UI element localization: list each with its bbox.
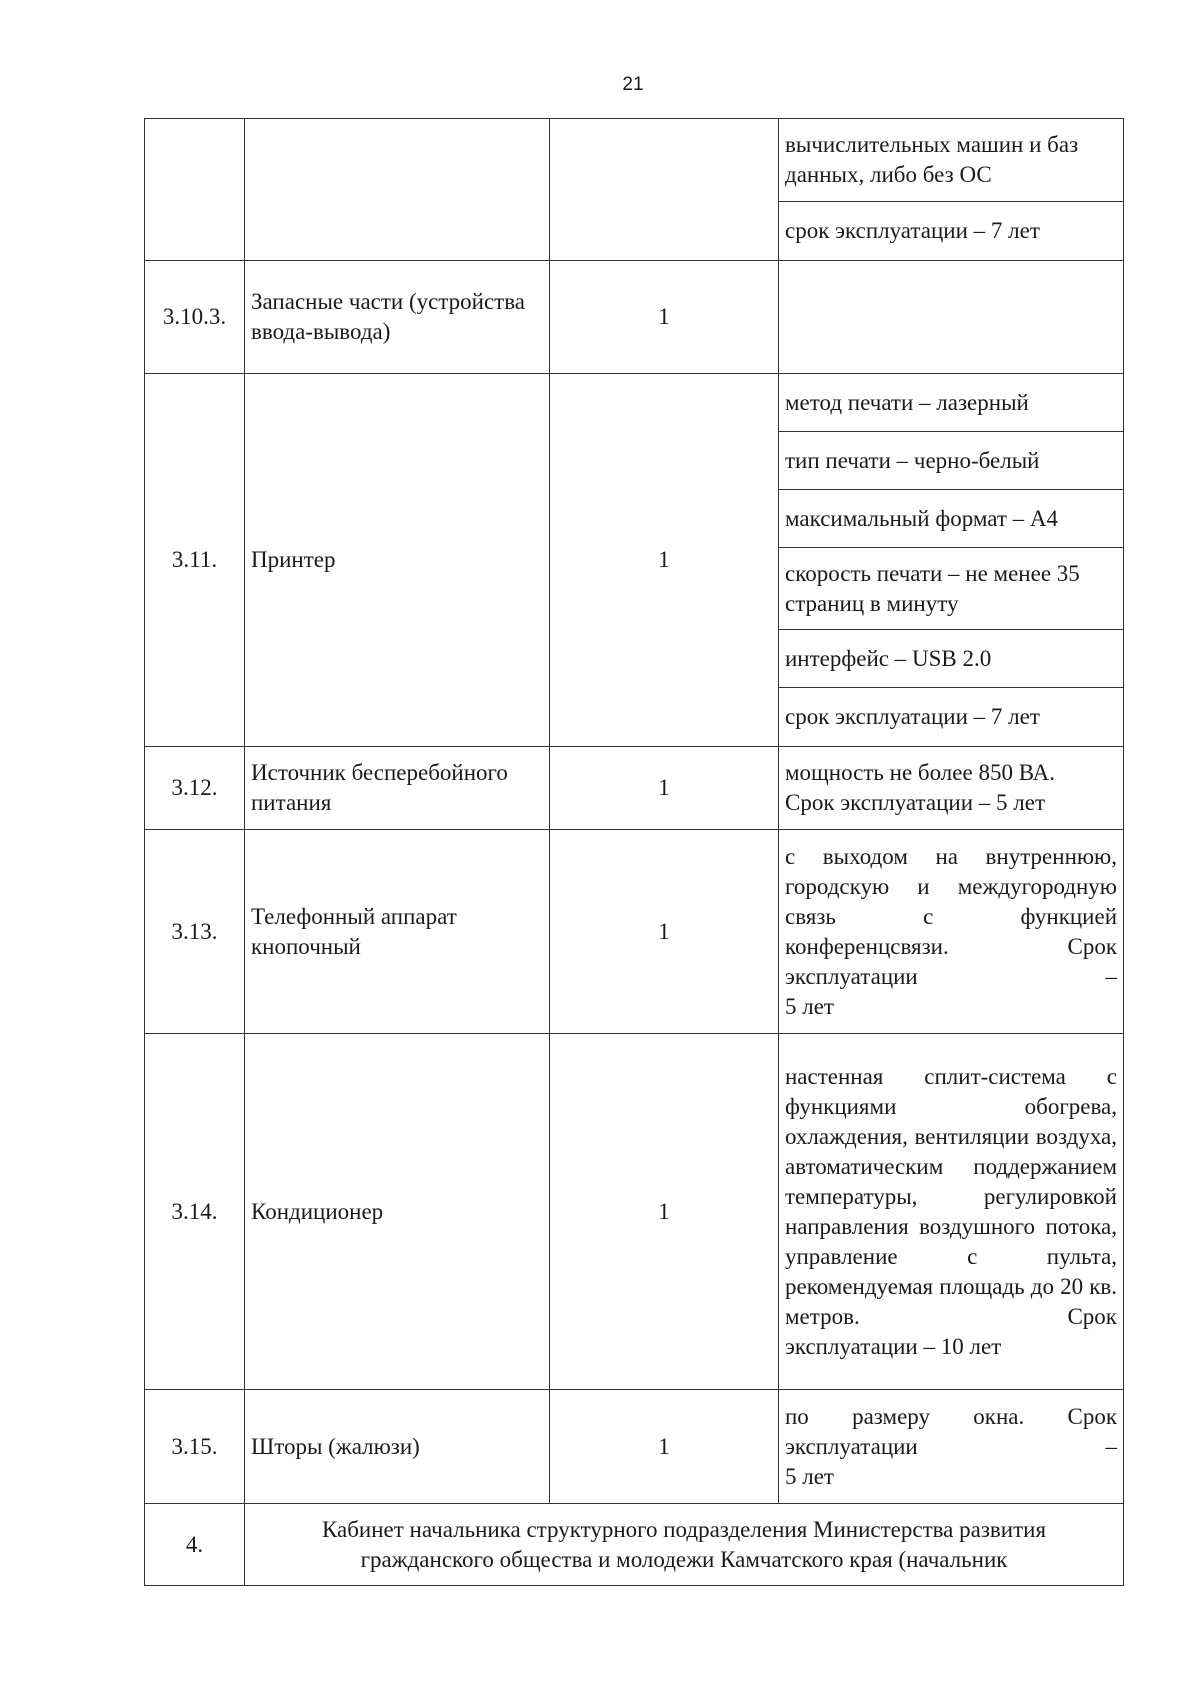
quantity-cell: 1 xyxy=(550,374,779,747)
number-cell: 3.13. xyxy=(145,830,245,1034)
name-cell: Телефонный аппарат кнопочный xyxy=(245,830,550,1034)
spec-cell: вычислительных машин и баз данных, либо без ОС xyxy=(779,119,1124,202)
spec-text: 5 лет xyxy=(785,993,834,1019)
number-cell: 3.14. xyxy=(145,1034,245,1390)
spec-cell xyxy=(779,1034,1124,1390)
section-title: Кабинет начальника структурного подразделения Министерства развития гражданского общества и молодежи Камчатского края (начальник xyxy=(245,1504,1124,1586)
quantity-cell: 1 xyxy=(550,1034,779,1390)
table-row xyxy=(145,747,1124,830)
name-cell: Источник бесперебойного питания xyxy=(245,747,550,830)
name-cell xyxy=(245,119,550,261)
spec-line: мощность не более 850 ВА. xyxy=(785,760,1055,785)
spec-cell xyxy=(779,1390,1124,1504)
name-cell: Принтер xyxy=(245,374,550,747)
spec-text: настенная сплит-система с функциями обогрева, охлаждения, вентиляции воздуха, автоматическим поддержанием температуры, регулировкой направления воздушного потока, управление с пульта, рекомендуемая площадь до 20 кв. метров. Срок xyxy=(785,1063,1117,1329)
number-cell: 3.15. xyxy=(145,1390,245,1504)
quantity-cell: 1 xyxy=(550,747,779,830)
number-cell: 4. xyxy=(145,1504,245,1586)
equipment-table xyxy=(144,118,1124,1586)
table-row xyxy=(145,830,1124,1034)
spec-cell: интерфейс – USB 2.0 xyxy=(779,630,1124,688)
number-cell: 3.10.3. xyxy=(145,261,245,374)
table-row xyxy=(145,1034,1124,1390)
quantity-cell: 1 xyxy=(550,261,779,374)
page-number: 21 xyxy=(622,74,644,95)
table-row xyxy=(145,119,1124,202)
name-cell: Кондиционер xyxy=(245,1034,550,1390)
table-row xyxy=(145,1390,1124,1504)
quantity-cell: 1 xyxy=(550,1390,779,1504)
spec-line: Срок эксплуатации – 5 лет xyxy=(785,790,1045,815)
number-cell: 3.12. xyxy=(145,747,245,830)
spec-cell: тип печати – черно-белый xyxy=(779,432,1124,490)
spec-cell xyxy=(779,830,1124,1034)
spec-text: эксплуатации – 10 лет xyxy=(785,1333,1002,1359)
spec-cell xyxy=(779,261,1124,374)
number-cell xyxy=(145,119,245,261)
table-row xyxy=(145,261,1124,374)
name-cell: Шторы (жалюзи) xyxy=(245,1390,550,1504)
quantity-cell xyxy=(550,119,779,261)
spec-text: с выходом на внутреннюю, городскую и междугородную связь с функцией конференцсвязи. Срок эксплуатации – xyxy=(785,843,1117,989)
table-row xyxy=(145,1504,1124,1586)
name-cell: Запасные части (устройства ввода-вывода) xyxy=(245,261,550,374)
table-row xyxy=(145,374,1124,432)
spec-text: 5 лет xyxy=(785,1463,834,1489)
spec-cell: срок эксплуатации – 7 лет xyxy=(779,688,1124,747)
spec-cell xyxy=(779,747,1124,830)
spec-cell: метод печати – лазерный xyxy=(779,374,1124,432)
spec-cell: максимальный формат – А4 xyxy=(779,490,1124,548)
spec-text: по размеру окна. Срок эксплуатации – xyxy=(785,1403,1117,1459)
quantity-cell: 1 xyxy=(550,830,779,1034)
number-cell: 3.11. xyxy=(145,374,245,747)
spec-cell: срок эксплуатации – 7 лет xyxy=(779,202,1124,261)
spec-cell: скорость печати – не менее 35 страниц в минуту xyxy=(779,548,1124,630)
